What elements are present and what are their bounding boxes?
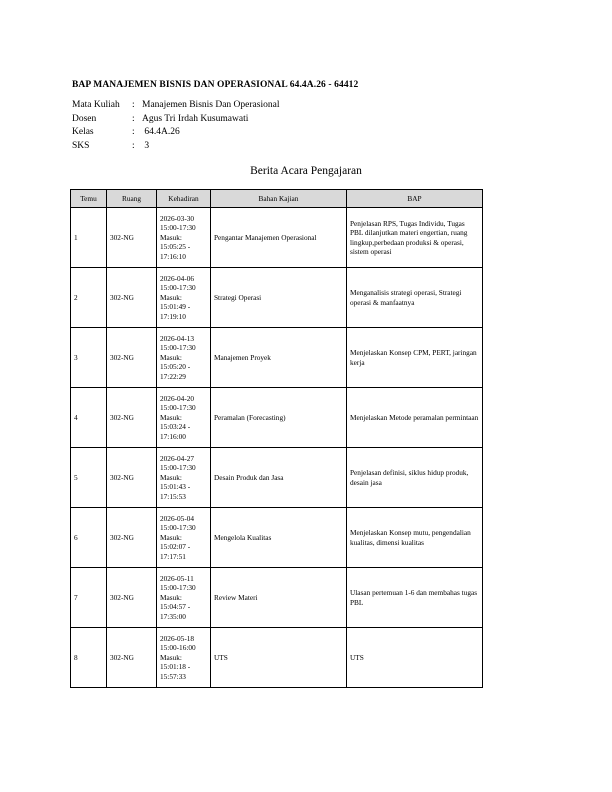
course-info	[72, 99, 279, 153]
meta-row-lecturer: Dosen : Agus Tri Irdah Kusumawati	[72, 113, 279, 127]
attendance-table	[70, 189, 483, 688]
table-row	[71, 268, 483, 328]
cell-temu: 8	[71, 628, 107, 688]
document-title: BAP MANAJEMEN BISNIS DAN OPERASIONAL 64.4A.26 - 64412	[72, 80, 359, 90]
meta-label: Mata Kuliah	[72, 100, 120, 110]
header-ruang: Ruang	[107, 190, 157, 208]
table-row	[71, 448, 483, 508]
meta-value-lecturer: Agus Tri Irdah Kusumawati	[142, 113, 249, 124]
table-row	[71, 568, 483, 628]
cell-ruang: 302-NG	[107, 448, 157, 508]
cell-ruang: 302-NG	[107, 508, 157, 568]
cell-ruang: 302-NG	[107, 328, 157, 388]
cell-kehadiran: 2026-05-18 15:00-16:00 Masuk: 15:01:18 - 15:57:33	[157, 628, 211, 688]
cell-bap: UTS	[347, 628, 483, 688]
table-row	[71, 508, 483, 568]
table-header-row	[71, 190, 483, 208]
cell-ruang: 302-NG	[107, 568, 157, 628]
cell-kehadiran: 2026-04-06 15:00-17:30 Masuk: 15:01:49 - 17:19:10	[157, 268, 211, 328]
meta-row-credits: SKS : 3	[72, 140, 279, 154]
cell-ruang: 302-NG	[107, 388, 157, 448]
table-row	[71, 208, 483, 268]
cell-ruang: 302-NG	[107, 208, 157, 268]
cell-bap: Ulasan pertemuan 1-6 dan membahas tugas PBL	[347, 568, 483, 628]
meta-value-course: Manajemen Bisnis Dan Operasional	[142, 100, 280, 110]
cell-kehadiran: 2026-05-04 15:00-17:30 Masuk: 15:02:07 - 17:17:51	[157, 508, 211, 568]
cell-ruang: 302-NG	[107, 268, 157, 328]
cell-temu: 7	[71, 568, 107, 628]
meta-label: SKS	[72, 140, 90, 151]
cell-temu: 1	[71, 208, 107, 268]
cell-temu: 3	[71, 328, 107, 388]
cell-kehadiran: 2026-04-20 15:00-17:30 Masuk: 15:03:24 - 17:16:00	[157, 388, 211, 448]
meta-row-course: Mata Kuliah : Manajemen Bisnis Dan Operasional	[72, 99, 279, 113]
header-bahan-kajian: Bahan Kajian	[211, 190, 347, 208]
cell-bahan-kajian: Pengantar Manajemen Operasional	[211, 208, 347, 268]
cell-bahan-kajian: Mengelola Kualitas	[211, 508, 347, 568]
cell-kehadiran: 2026-04-13 15:00-17:30 Masuk: 15:05:20 - 17:22:29	[157, 328, 211, 388]
table-row	[71, 628, 483, 688]
cell-kehadiran: 2026-03-30 15:00-17:30 Masuk: 15:05:25 - 17:16:10	[157, 208, 211, 268]
header-bap: BAP	[347, 190, 483, 208]
cell-bap: Menganalisis strategi operasi, Strategi operasi & manfaatnya	[347, 268, 483, 328]
meta-row-class: Kelas : 64.4A.26	[72, 126, 279, 140]
cell-bahan-kajian: Strategi Operasi	[211, 268, 347, 328]
table-row	[71, 328, 483, 388]
header-kehadiran: Kehadiran	[157, 190, 211, 208]
cell-bahan-kajian: Peramalan (Forecasting)	[211, 388, 347, 448]
cell-temu: 2	[71, 268, 107, 328]
meta-value-credits: 3	[142, 140, 150, 151]
meta-label: Kelas	[72, 127, 94, 137]
cell-temu: 6	[71, 508, 107, 568]
cell-bap: Menjelaskan Metode peramalan permintaan	[347, 388, 483, 448]
header-temu: Temu	[71, 190, 107, 208]
cell-bap: Penjelasan RPS, Tugas Individu, Tugas PBL dilanjutkan materi engertian, ruang lingkup,perbedaan produksi & operasi, sistem operasi	[347, 208, 483, 268]
cell-bahan-kajian: Review Materi	[211, 568, 347, 628]
cell-bap: Menjelaskan Konsep mutu, pengendalian kualitas, dimensi kualitas	[347, 508, 483, 568]
cell-kehadiran: 2026-05-11 15:00-17:30 Masuk: 15:04:57 - 17:35:00	[157, 568, 211, 628]
cell-temu: 5	[71, 448, 107, 508]
table-row	[71, 388, 483, 448]
cell-ruang: 302-NG	[107, 628, 157, 688]
cell-bap: Menjelaskan Konsep CPM, PERT, jaringan kerja	[347, 328, 483, 388]
section-title: Berita Acara Pengajaran	[250, 165, 362, 177]
cell-bahan-kajian: Manajemen Proyek	[211, 328, 347, 388]
cell-temu: 4	[71, 388, 107, 448]
meta-label: Dosen	[72, 113, 97, 124]
cell-bahan-kajian: UTS	[211, 628, 347, 688]
cell-bap: Penjelasan definisi, siklus hidup produk, desain jasa	[347, 448, 483, 508]
cell-bahan-kajian: Desain Produk dan Jasa	[211, 448, 347, 508]
cell-kehadiran: 2026-04-27 15:00-17:30 Masuk: 15:01:43 - 17:15:53	[157, 448, 211, 508]
meta-value-class: 64.4A.26	[142, 127, 180, 137]
